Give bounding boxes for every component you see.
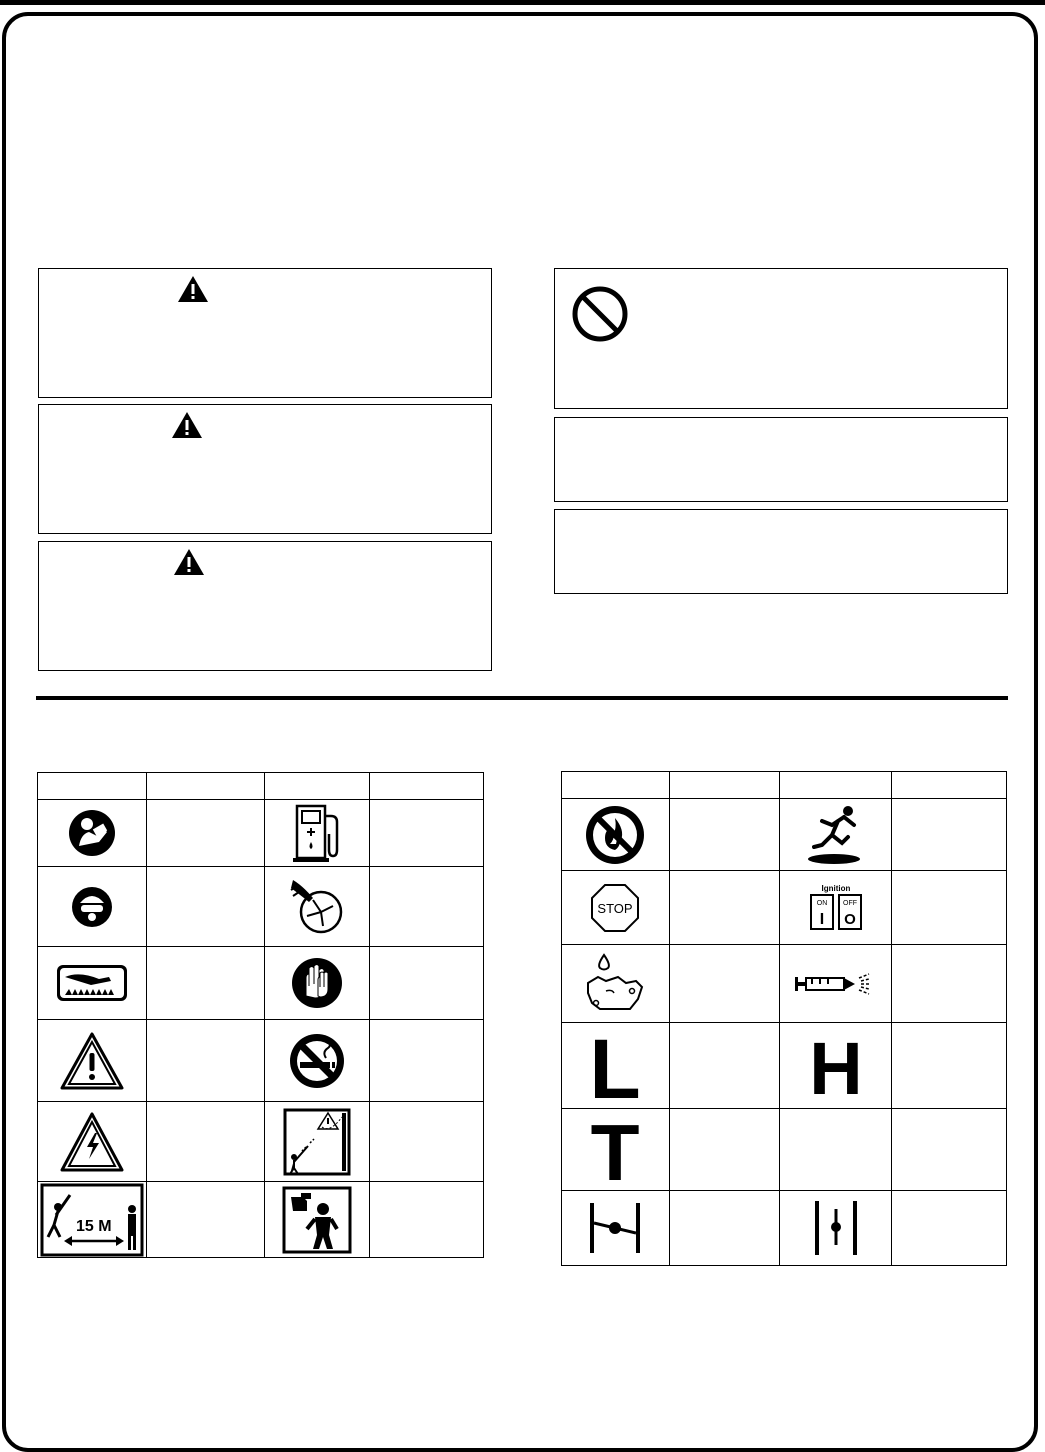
slippery-surface-icon — [804, 803, 868, 867]
letter-T-icon — [585, 1114, 645, 1186]
letter-H-icon — [806, 1028, 866, 1104]
table-row — [38, 1020, 484, 1102]
warning-triangle-icon — [177, 275, 209, 303]
table-row — [562, 1023, 1007, 1109]
off-label: OFF — [842, 899, 857, 907]
table-row — [38, 1102, 484, 1182]
table-row — [38, 867, 484, 947]
off-glyph: O — [844, 910, 856, 928]
symbol-table-right — [561, 771, 1007, 1266]
prohibition-box — [554, 268, 1008, 409]
read-manual-icon — [67, 808, 117, 858]
syringe-spray-icon — [791, 969, 881, 999]
rotating-blade-hand-icon — [287, 876, 347, 938]
falling-object-icon — [281, 1185, 353, 1255]
prohibition-icon — [571, 285, 629, 343]
fuel-pump-icon — [287, 802, 347, 864]
table-row — [562, 1109, 1007, 1191]
table-row — [562, 871, 1007, 945]
danger-box — [38, 268, 492, 398]
table-row — [562, 945, 1007, 1023]
section-divider — [36, 696, 1008, 700]
distance-label: 15 M — [75, 1217, 112, 1235]
table-row — [562, 799, 1007, 871]
letter-L: L — [589, 1027, 642, 1104]
letter-L-icon — [585, 1028, 645, 1104]
letter-T: T — [590, 1113, 640, 1186]
note-box — [554, 509, 1008, 594]
hot-surface-hand-icon — [55, 963, 129, 1003]
valve-open-icon — [805, 1197, 867, 1259]
top-rule — [0, 0, 1045, 5]
table-header-row — [38, 773, 484, 800]
caution-box — [38, 541, 492, 671]
table-header-row — [562, 772, 1007, 799]
letter-H: H — [809, 1027, 863, 1104]
on-glyph: I — [819, 910, 825, 928]
oil-drop-engine-icon — [582, 951, 648, 1017]
warning-triangle-icon — [171, 411, 203, 439]
notice-box — [554, 417, 1008, 502]
electric-shock-icon — [59, 1111, 125, 1173]
ignition-switch-icon — [803, 882, 869, 934]
spray-rebound-icon — [282, 1107, 352, 1177]
eye-ear-protection-icon — [70, 885, 114, 929]
on-label: ON — [816, 899, 828, 907]
warning-exclamation-icon — [59, 1031, 125, 1091]
stop-sign-icon — [590, 883, 640, 933]
stop-label: STOP — [597, 900, 634, 916]
table-row — [38, 1182, 484, 1258]
no-smoking-icon — [288, 1032, 346, 1090]
ignition-label: Ignition — [821, 883, 851, 893]
table-row — [562, 1191, 1007, 1266]
no-open-flame-icon — [584, 804, 646, 866]
safe-distance-icon — [40, 1183, 144, 1257]
symbol-table-left — [37, 772, 484, 1258]
warning-box — [38, 404, 492, 534]
table-row — [38, 947, 484, 1020]
gloves-icon — [290, 956, 344, 1010]
table-row — [38, 800, 484, 867]
warning-triangle-icon — [173, 548, 205, 576]
valve-closed-icon — [584, 1199, 646, 1257]
